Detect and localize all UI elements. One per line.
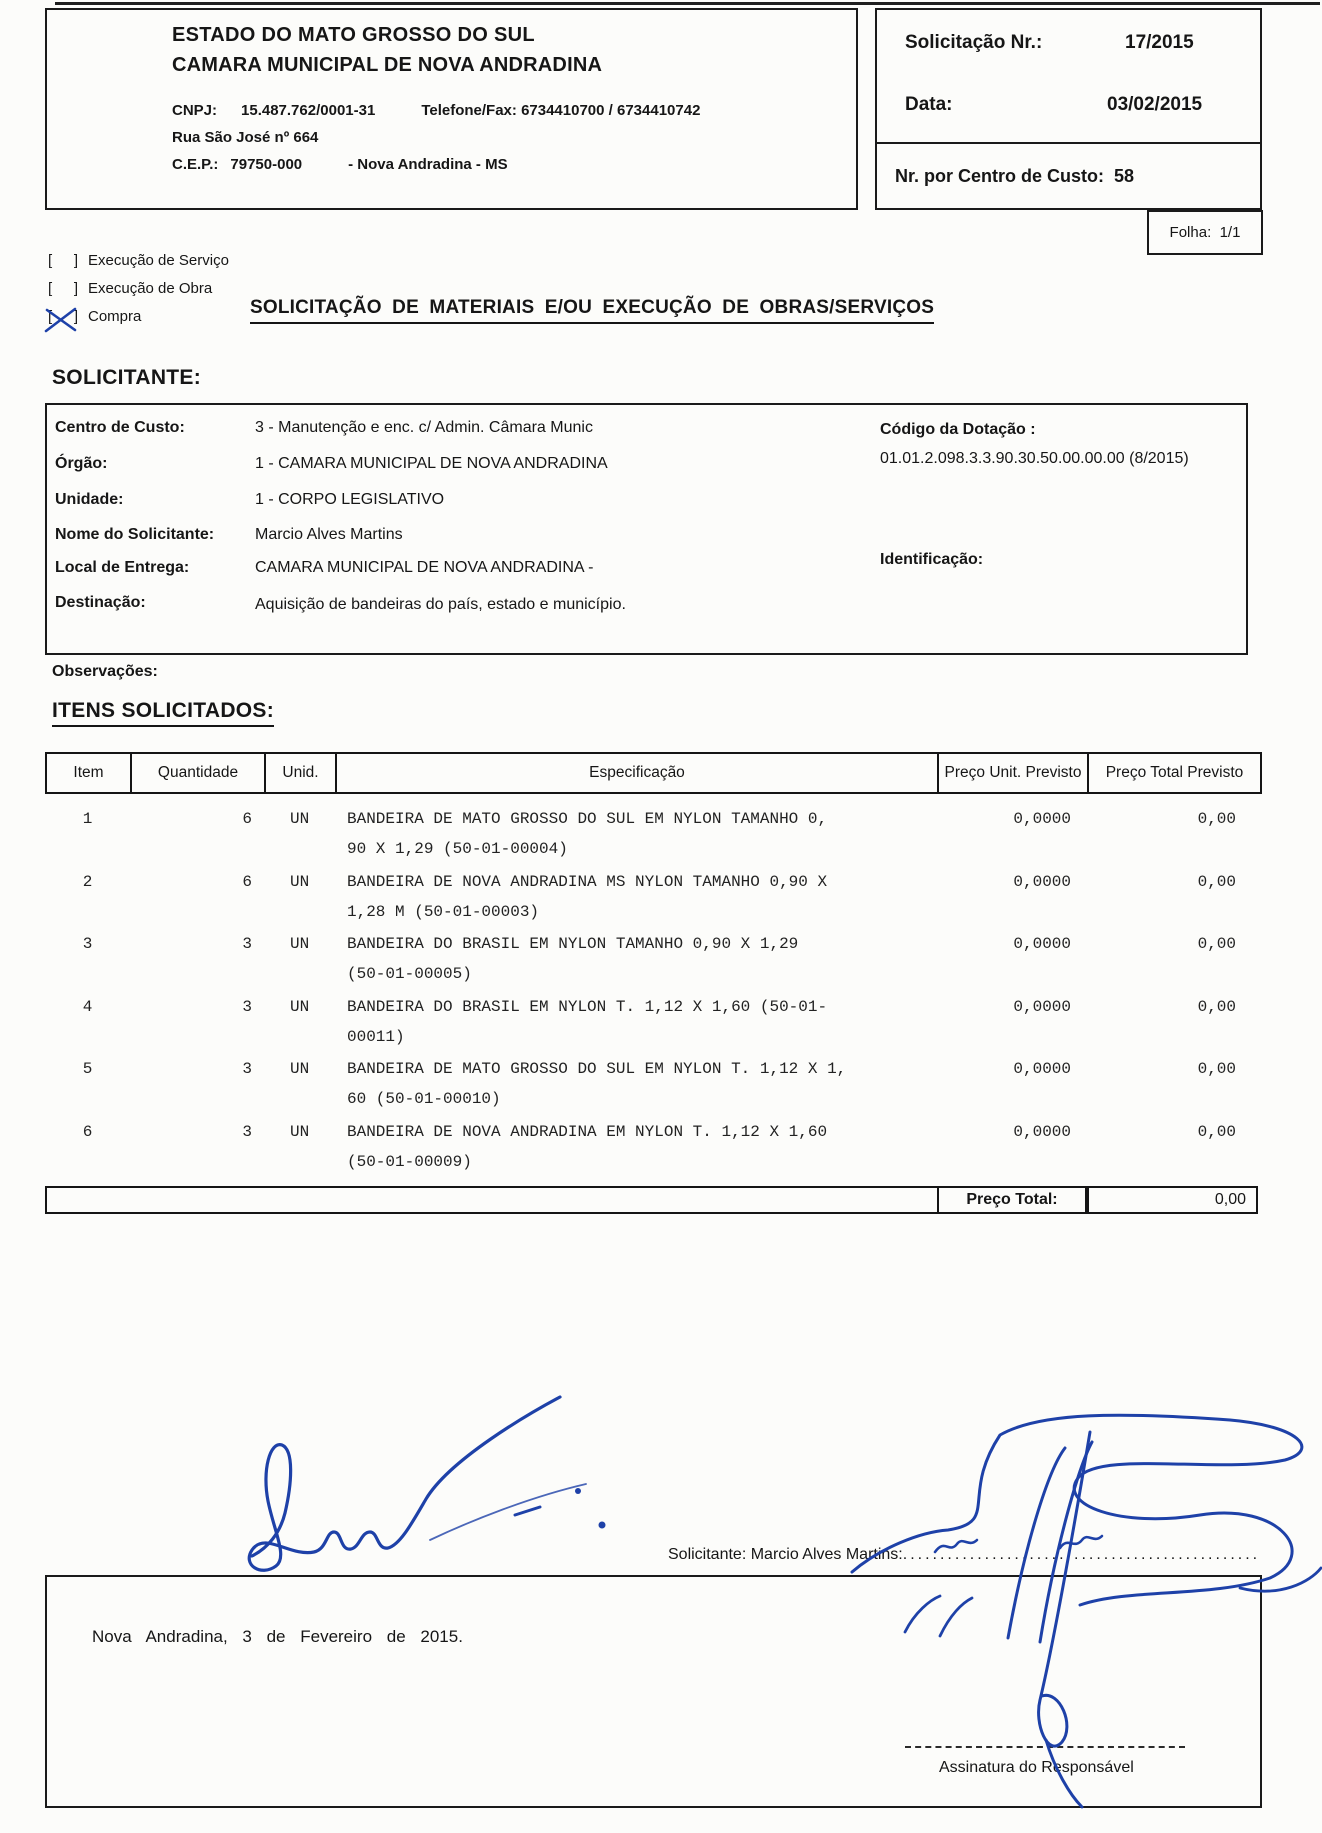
check-mark-icon: [41, 305, 81, 335]
item-unid: UN: [290, 810, 310, 828]
solicitante-box: [45, 403, 1248, 655]
header-divider: [877, 142, 1260, 144]
item-unit-price: 0,0000: [1013, 1122, 1071, 1141]
table-row: [45, 1117, 1258, 1180]
items-table-header: [45, 752, 1262, 794]
item-spec: BANDEIRA DE NOVA ANDRADINA MS NYLON TAMANHO 0,90 X 1,28 M (50-01-00003): [347, 872, 828, 921]
cep-line: [172, 156, 508, 173]
item-total-price: 0,00: [1197, 1060, 1236, 1078]
folha-box: [1147, 210, 1263, 255]
item-qty: 3: [242, 997, 252, 1016]
data-value: 03/02/2015: [1107, 94, 1203, 115]
request-type-checkboxes: [48, 246, 229, 330]
cnpj-value: 15.487.762/0001-31: [241, 102, 376, 119]
checkbox-servico: [ ]: [48, 251, 78, 269]
total-label: Preço Total:: [937, 1186, 1087, 1214]
item-spec: BANDEIRA DO BRASIL EM NYLON T. 1,12 X 1,60 (50-01- 00011): [347, 997, 828, 1046]
folha-label: Folha:: [1169, 224, 1212, 241]
city-value: - Nova Andradina - MS: [348, 156, 508, 173]
assinatura-label: Assinatura do Responsável: [939, 1759, 1134, 1776]
field-label: Unidade:: [55, 491, 124, 508]
field-label: Órgão:: [55, 455, 108, 472]
table-row: [45, 1054, 1258, 1117]
checkbox-row-compra: [48, 302, 229, 330]
item-unit-price: 0,0000: [1013, 810, 1071, 828]
field-value: Aquisição de bandeiras do país, estado e município.: [255, 596, 626, 613]
header-org-box: [45, 8, 858, 210]
field-label: Centro de Custo:: [55, 419, 185, 436]
item-total-price: 0,00: [1197, 997, 1236, 1016]
item-total-price: 0,00: [1197, 1122, 1236, 1141]
cnpj-label: CNPJ:: [172, 102, 218, 119]
item-qty: 3: [242, 1060, 252, 1078]
centro-custo-line: [895, 166, 1134, 187]
field-value: 1 - CAMARA MUNICIPAL DE NOVA ANDRADINA: [255, 455, 608, 472]
org-name-line2: CAMARA MUNICIPAL DE NOVA ANDRADINA: [172, 54, 603, 76]
item-unit-price: 0,0000: [1013, 997, 1071, 1016]
solicitante-signature-line: [668, 1546, 1260, 1564]
item-unid: UN: [290, 872, 310, 891]
checkbox-label: Execução de Serviço: [88, 251, 229, 269]
solicitacao-label: Solicitação Nr.:: [905, 32, 1043, 53]
table-row: [45, 992, 1258, 1055]
cnpj-phone-line: [172, 102, 700, 119]
item-unit-price: 0,0000: [1013, 935, 1071, 953]
field-label: Nome do Solicitante:: [55, 526, 215, 543]
item-unid: UN: [290, 935, 310, 953]
dotted-leader: ................................................: [902, 1546, 1261, 1563]
item-qty: 3: [242, 1122, 252, 1141]
identificacao-label: Identificação:: [880, 551, 984, 568]
field-value: 1 - CORPO LEGISLATIVO: [255, 491, 445, 508]
folha-value: 1/1: [1219, 224, 1241, 241]
item-qty: 6: [242, 872, 252, 891]
item-number: 2: [82, 872, 93, 891]
solicitante-section-title: SOLICITANTE:: [52, 366, 202, 389]
centro-custo-value: 58: [1114, 166, 1135, 186]
item-spec: BANDEIRA DE MATO GROSSO DO SUL EM NYLON TAMANHO 0, 90 X 1,29 (50-01-00004): [347, 810, 828, 858]
checkbox-row-execucao-servico: [48, 246, 229, 274]
field-value: CAMARA MUNICIPAL DE NOVA ANDRADINA -: [255, 559, 594, 576]
total-row: [45, 1186, 1258, 1214]
date-place-line: Nova Andradina, 3 de Fevereiro de 2015.: [92, 1627, 463, 1646]
item-unit-price: 0,0000: [1013, 1060, 1071, 1078]
total-value: 0,00: [1087, 1186, 1258, 1214]
item-qty: 3: [242, 935, 252, 953]
cep-value: 79750-000: [230, 156, 303, 173]
item-number: 6: [82, 1122, 93, 1141]
item-number: 5: [82, 1060, 93, 1078]
checkbox-obra: [ ]: [48, 279, 78, 297]
items-table-body: [45, 804, 1258, 1179]
phone-label: Telefone/Fax:: [421, 102, 517, 119]
data-label: Data:: [905, 94, 953, 115]
observacoes-label: Observações:: [52, 663, 158, 680]
document-title: SOLICITAÇÃO DE MATERIAIS E/OU EXECUÇÃO DE OBRAS/SERVIÇOS: [250, 297, 934, 324]
scan-edge-line: [55, 2, 1320, 5]
field-label: Local de Entrega:: [55, 559, 190, 576]
header-request-box: [875, 8, 1262, 210]
total-empty-cell: [45, 1186, 937, 1214]
item-qty: 6: [242, 810, 252, 828]
handwritten-signature-left: [230, 1385, 660, 1585]
cep-label: C.E.P.:: [172, 156, 219, 173]
column-header-unid: Unid.: [266, 754, 337, 792]
solicitacao-value: 17/2015: [1125, 32, 1194, 53]
signature-dashed-line: [905, 1746, 1185, 1748]
item-unid: UN: [290, 997, 310, 1016]
field-label: Destinação:: [55, 594, 146, 611]
itens-section-title: ITENS SOLICITADOS:: [52, 699, 274, 727]
column-header-especificacao: Especificação: [337, 754, 939, 792]
item-number: 4: [82, 997, 93, 1016]
item-number: 1: [82, 810, 93, 828]
checkbox-compra: [ ]: [48, 308, 78, 325]
item-total-price: 0,00: [1197, 810, 1236, 828]
column-header-quantidade: Quantidade: [132, 754, 266, 792]
field-value: 3 - Manutenção e enc. c/ Admin. Câmara Munic: [255, 419, 593, 436]
item-unit-price: 0,0000: [1013, 872, 1071, 891]
column-header-preco-total: Preço Total Previsto: [1105, 764, 1244, 781]
phone-value: 6734410700 / 6734410742: [521, 102, 701, 119]
solicitante-name-label: Solicitante: Marcio Alves Martins:: [668, 1546, 903, 1563]
item-spec: BANDEIRA DE MATO GROSSO DO SUL EM NYLON T. 1,12 X 1, 60 (50-01-00010): [347, 1060, 847, 1108]
table-row: [45, 929, 1258, 992]
dotacao-value: 01.01.2.098.3.3.90.30.50.00.00.00 (8/2015): [880, 450, 1189, 467]
item-unid: UN: [290, 1122, 310, 1141]
address-line: Rua São José nº 664: [172, 129, 319, 146]
item-spec: BANDEIRA DO BRASIL EM NYLON TAMANHO 0,90 X 1,29 (50-01-00005): [347, 935, 799, 983]
checkbox-row-execucao-obra: [48, 274, 229, 302]
item-total-price: 0,00: [1197, 935, 1236, 953]
checkbox-label: Compra: [88, 307, 142, 325]
item-unid: UN: [290, 1060, 310, 1078]
column-header-item: Item: [47, 754, 132, 792]
table-row: [45, 867, 1258, 930]
checkbox-label: Execução de Obra: [88, 279, 213, 297]
item-spec: BANDEIRA DE NOVA ANDRADINA EM NYLON T. 1,12 X 1,60 (50-01-00009): [347, 1122, 828, 1171]
field-value: Marcio Alves Martins: [255, 526, 403, 543]
item-total-price: 0,00: [1197, 872, 1236, 891]
org-name-line1: ESTADO DO MATO GROSSO DO SUL: [172, 24, 535, 46]
dotacao-label: Código da Dotação :: [880, 421, 1036, 438]
column-header-preco-unit: Preço Unit. Previsto: [939, 754, 1089, 792]
item-number: 3: [82, 935, 93, 953]
table-row: [45, 804, 1258, 867]
centro-custo-label: Nr. por Centro de Custo:: [895, 166, 1105, 186]
footer-box: [45, 1575, 1262, 1808]
